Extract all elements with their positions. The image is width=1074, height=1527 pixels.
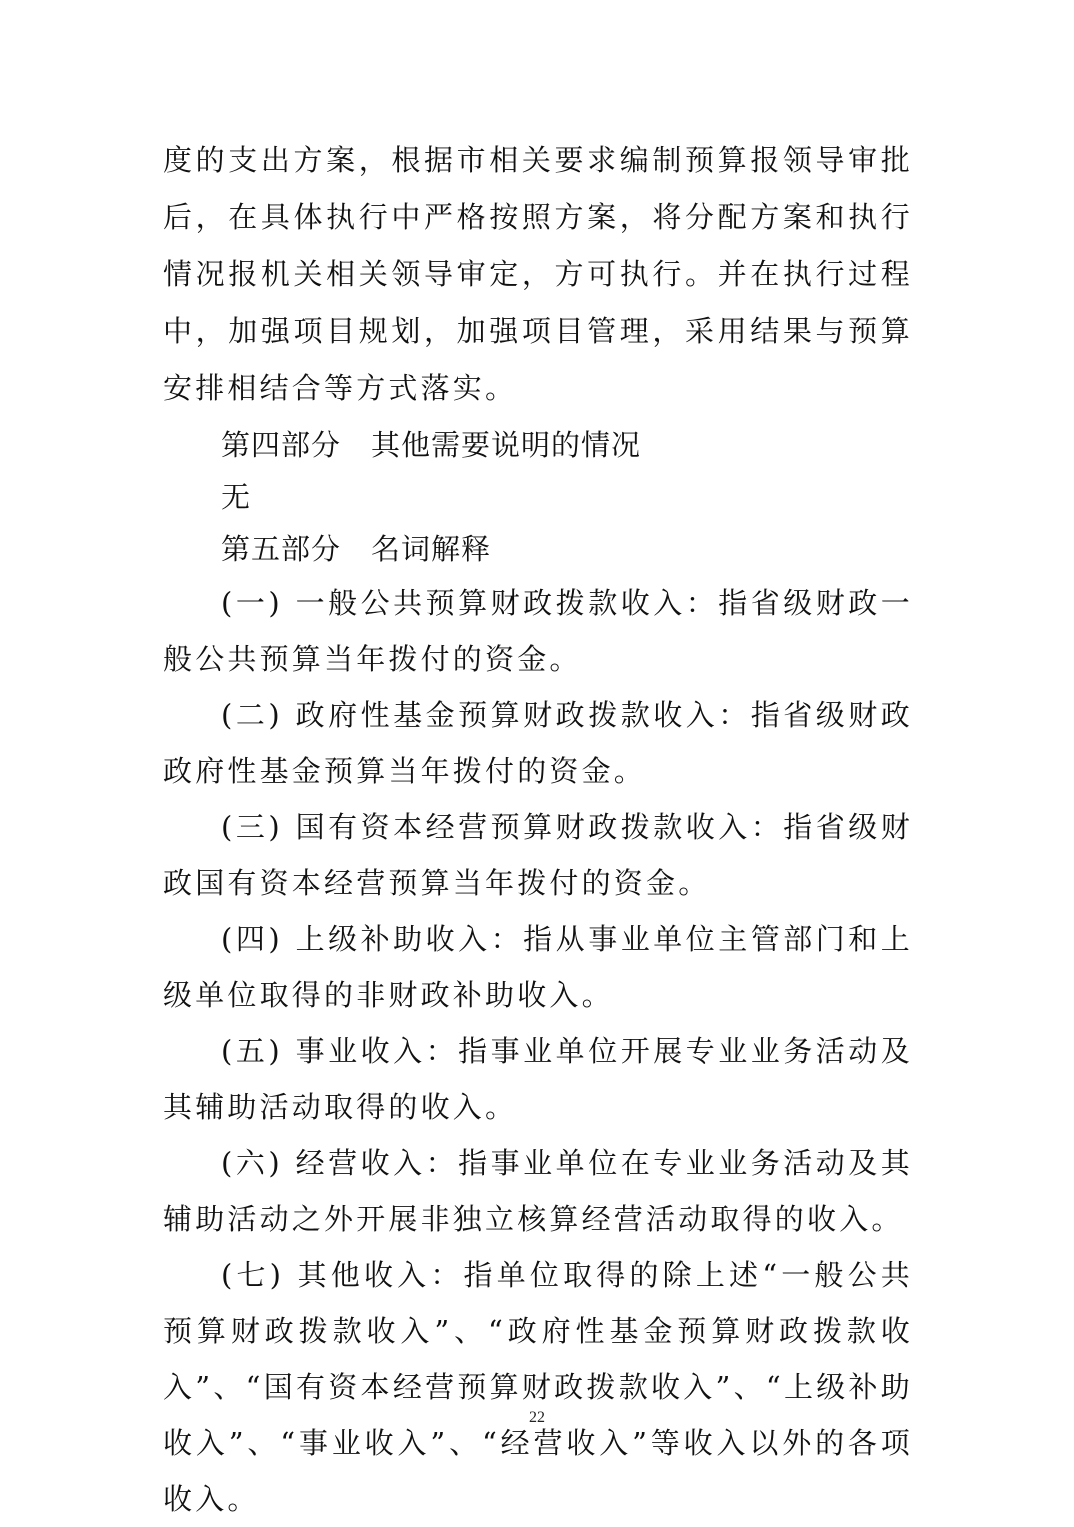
section-4-body: 无 [221, 480, 251, 514]
definition-item-5: (五) 事业收入：指事业单位开展专业业务活动及其辅助活动取得的收入。 [163, 1034, 913, 1124]
page-content [163, 132, 913, 1527]
definition-item-1: (一) 一般公共预算财政拨款收入：指省级财政一般公共预算当年拨付的资金。 [163, 586, 913, 676]
page-number: 22 [529, 1409, 545, 1426]
definition-item-2: (二) 政府性基金预算财政拨款收入：指省级财政政府性基金预算当年拨付的资金。 [163, 698, 913, 788]
section-5-heading: 第五部分 名词解释 [221, 532, 492, 566]
intro-paragraph: 度的支出方案，根据市相关要求编制预算报领导审批后，在具体执行中严格按照方案，将分配方案和执行情况报机关相关领导审定，方可执行。并在执行过程中，加强项目规划，加强项目管理，采用结果与预算安排相结合等方式落实。 [163, 143, 913, 405]
section-4-heading: 第四部分 其他需要说明的情况 [221, 428, 642, 462]
definitions-list [163, 575, 913, 1527]
definition-item-7: (七) 其他收入：指单位取得的除上述“一般公共预算财政拨款收入”、“政府性基金预算财政拨款收入”、“国有资本经营预算财政拨款收入”、“上级补助收入”、“事业收入”、“经营收入”等收入以外的各项收入。 [163, 1258, 913, 1516]
definition-item-4: (四) 上级补助收入：指从事业单位主管部门和上级单位取得的非财政补助收入。 [163, 922, 913, 1012]
definition-item-6: (六) 经营收入：指事业单位在专业业务活动及其辅助活动之外开展非独立核算经营活动取得的收入。 [163, 1146, 913, 1236]
definition-item-3: (三) 国有资本经营预算财政拨款收入：指省级财政国有资本经营预算当年拨付的资金。 [163, 810, 913, 900]
